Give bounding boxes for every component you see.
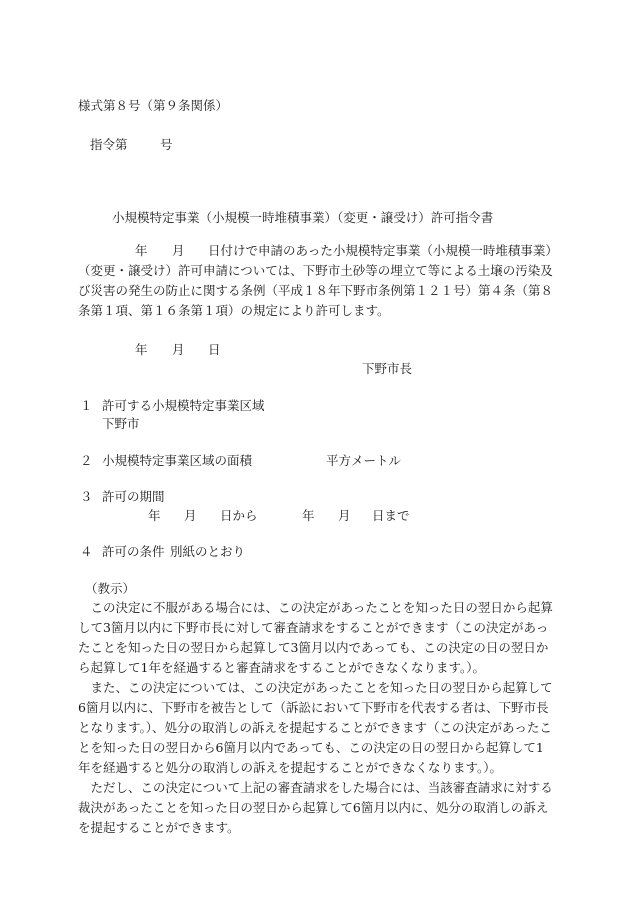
order-suffix: 号	[160, 137, 173, 152]
notice-heading: （教示）	[85, 581, 136, 596]
period-from-day: 日から	[220, 508, 258, 523]
item-2-label: 小規模特定事業区域の面積	[102, 453, 253, 468]
form-number: 様式第８号（第９条関係）	[78, 98, 229, 113]
item-4-value: 別紙のとおり	[170, 544, 246, 559]
item-4-label: 許可の条件	[102, 544, 165, 559]
period-to-day: 日まで	[372, 508, 410, 523]
intro-year-label: 年	[135, 243, 148, 258]
notice-body	[78, 598, 556, 838]
document-title: 小規模特定事業（小規模一時堆積事業）（変更・譲受け）許可指令書	[112, 210, 494, 225]
item-2-number: ２	[80, 453, 93, 468]
notice-paragraph-2: また、この決定については、この決定があったことを知った日の翌日から起算して6箇月以内に、下野市を被告として（訴訟において下野市を代表する者は、下野市長となります。）、処分の取消しの訴えを提起することができます（この決定があったことを知った日の翌日から6箇月以内であっても、この決定の日の翌日から起算して1年を経過すると処分の取消しの訴えを提起することができなくなります。）。	[78, 680, 553, 775]
item-1-value: 下野市	[102, 416, 140, 431]
item-3-number: ３	[80, 489, 93, 504]
period-to-month: 月	[338, 508, 351, 523]
item-4-number: ４	[80, 544, 93, 559]
item-2-unit: 平方メートル	[326, 453, 402, 468]
notice-paragraph-3: ただし、この決定について上記の審査請求をした場合には、当該審査請求に対する裁決があったことを知った日の翌日から起算して6箇月以内に、処分の取消しの訴えを提起することができます。	[78, 780, 553, 835]
notice-paragraph-1: この決定に不服がある場合には、この決定があったことを知った日の翌日から起算して3箇月以内に下野市長に対して審査請求をすることができます（この決定があったことを知った日の翌日から起算して3箇月以内であっても、この決定の日の翌日から起算して1年を経過すると審査請求をすることができなくなります。）。	[78, 600, 553, 675]
period-from-month: 月	[184, 508, 197, 523]
order-label: 指令第	[90, 137, 128, 152]
date-day-label: 日	[208, 342, 221, 357]
intro-text: 日付けで申請のあった小規模特定事業（小規模一時堆積事業）（変更・譲受け）許可申請については、下野市土砂等の埋立て等による土壌の汚染及び災害の発生の防止に関する条例（平成１８年下野市条例第１２１号）第４条（第８条第１項、第１６条第１項）の規定により許可します。	[78, 243, 554, 318]
item-3-label: 許可の期間	[102, 489, 165, 504]
period-to-year: 年	[302, 508, 315, 523]
item-1-number: １	[80, 398, 93, 413]
signer: 下野市長	[362, 361, 413, 376]
date-year-label: 年	[135, 342, 148, 357]
period-from-year: 年	[148, 508, 161, 523]
intro-month-label: 月	[172, 243, 185, 258]
date-month-label: 月	[172, 342, 185, 357]
item-1-label: 許可する小規模特定事業区域	[102, 398, 265, 413]
